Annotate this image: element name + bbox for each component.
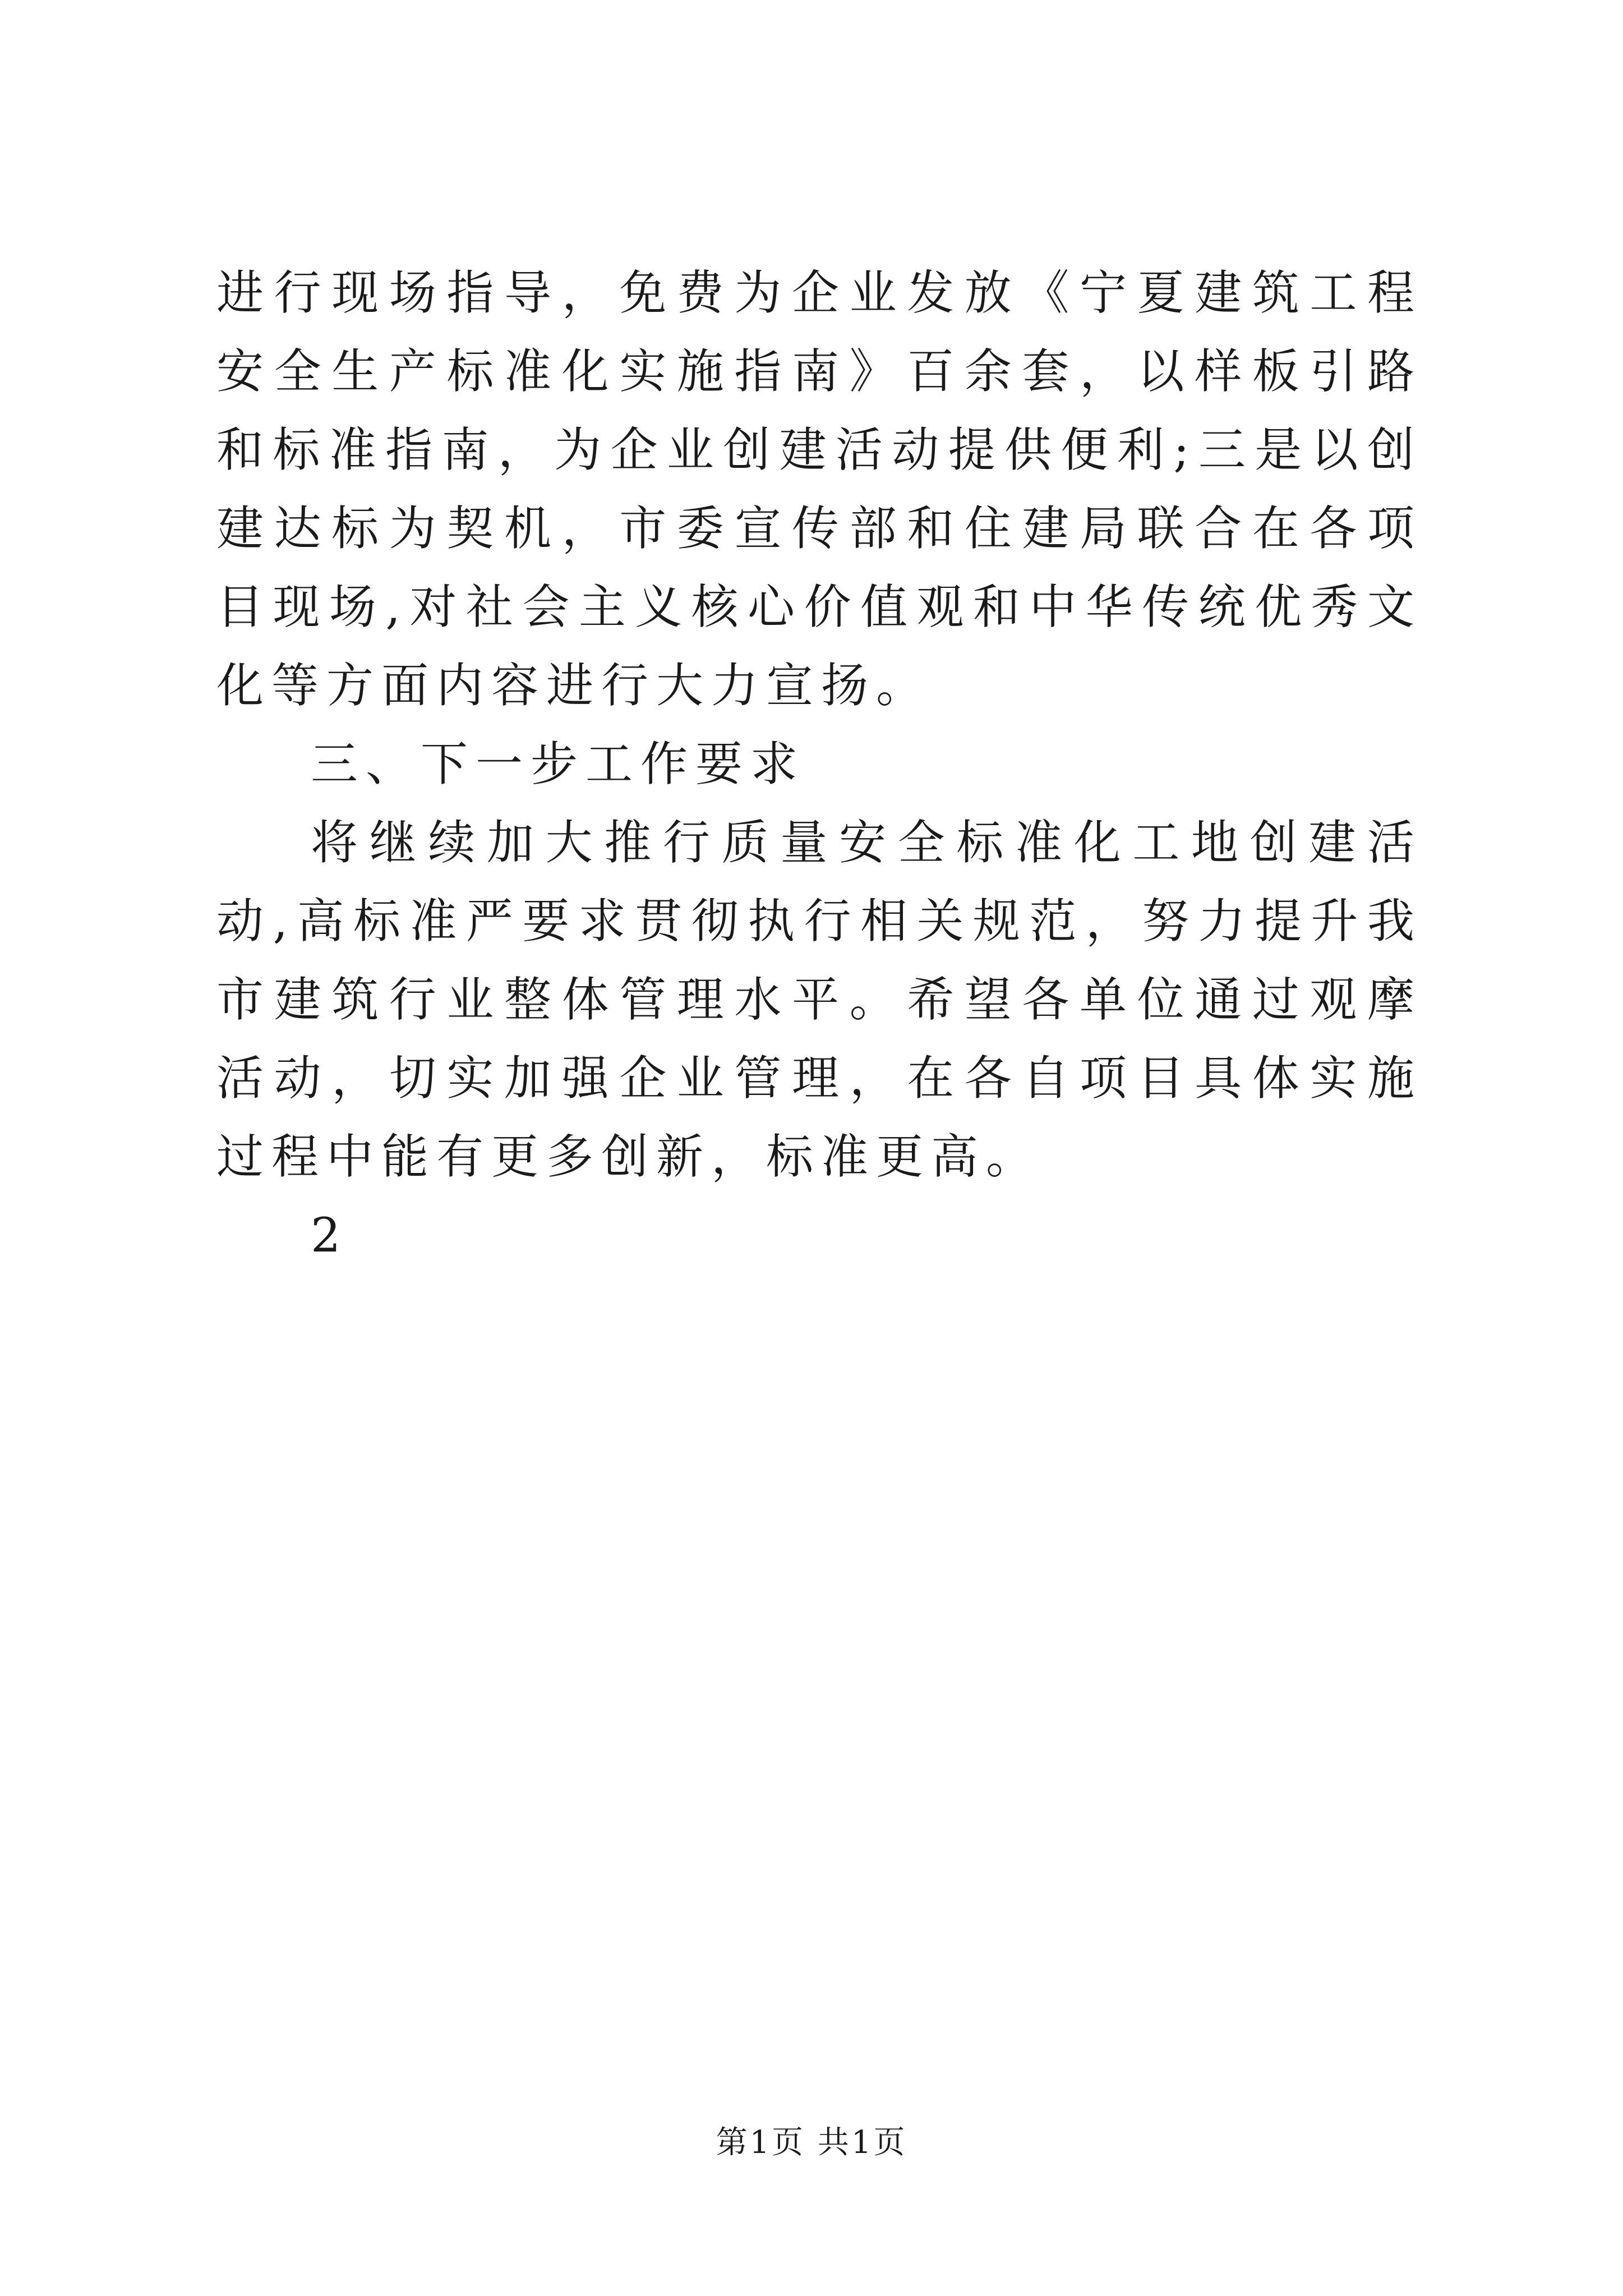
section-heading: 三、下一步工作要求 (311, 737, 806, 792)
paragraph-continuation: 进行现场指导，免费为企业发放《宁夏建筑工程安全生产标准化实施指南》百余套，以样板引路和标准指南，为企业创建活动提供便利;三是以创建达标为契机，市委宣传部和住建局联合在各项目现场,对社会主义核心价值观和中华传统优秀文化等方面内容进行大力宣扬。 (216, 265, 1422, 713)
document-body (216, 254, 1422, 1274)
paragraph-number: 2 (311, 1208, 349, 1263)
page-footer: 第1页 共1页 (716, 2124, 907, 2161)
paragraph-next-steps: 将继续加大推行质量安全标准化工地创建活动,高标准严要求贯彻执行相关规范，努力提升我市建筑行业整体管理水平。希望各单位通过观摩活动，切实加强企业管理，在各自项目具体实施过程中能有更多创新，标准更高。 (216, 815, 1422, 1184)
